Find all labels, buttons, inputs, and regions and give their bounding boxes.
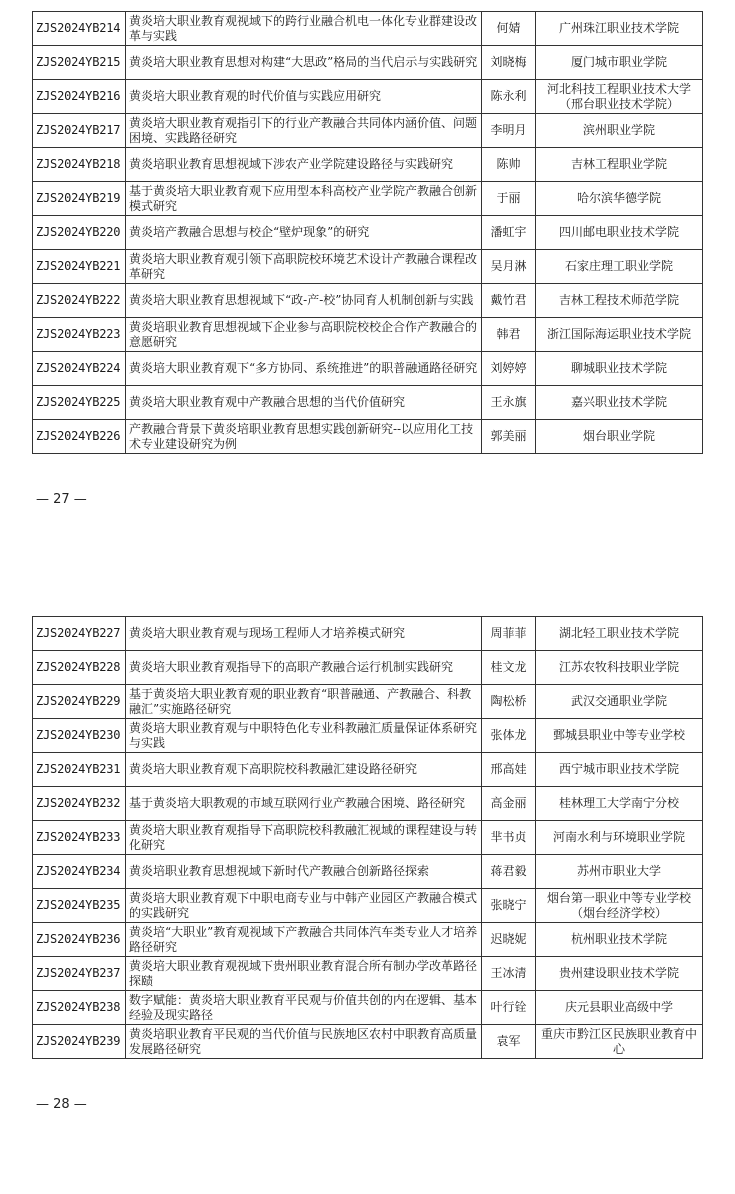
institution-cell: 四川邮电职业技术学院 [536, 216, 703, 250]
table-row [33, 114, 703, 148]
project-title-cell: 黄炎培职业教育平民观的当代价值与民族地区农村中职教育高质量发展路径研究 [126, 1025, 482, 1059]
project-title-cell: 黄炎培大职业教育思想视域下“政-产-校”协同育人机制创新与实践 [126, 284, 482, 318]
project-title-cell: 黄炎培职业教育思想视域下企业参与高职院校校企合作产教融合的意愿研究 [126, 318, 482, 352]
project-id-cell: ZJS2024YB235 [33, 889, 126, 923]
leader-name-cell: 邢高娃 [482, 753, 536, 787]
institution-cell: 浙江国际海运职业技术学院 [536, 318, 703, 352]
leader-name-cell: 何婧 [482, 12, 536, 46]
table-row [33, 420, 703, 454]
table-row [33, 753, 703, 787]
leader-name-cell: 陶松桥 [482, 685, 536, 719]
institution-cell: 烟台职业学院 [536, 420, 703, 454]
leader-name-cell: 陈永利 [482, 80, 536, 114]
institution-cell: 重庆市黔江区民族职业教育中心 [536, 1025, 703, 1059]
institution-cell: 河北科技工程职业技术大学（邢台职业技术学院） [536, 80, 703, 114]
project-title-cell: 黄炎培大职业教育观中产教融合思想的当代价值研究 [126, 386, 482, 420]
table-row [33, 685, 703, 719]
table-row [33, 617, 703, 651]
project-title-cell: 黄炎培大职业教育观与现场工程师人才培养模式研究 [126, 617, 482, 651]
project-id-cell: ZJS2024YB229 [33, 685, 126, 719]
project-table [32, 11, 703, 454]
project-title-cell: 黄炎培大职业教育观视域下的跨行业融合机电一体化专业群建设改革与实践 [126, 12, 482, 46]
table-row [33, 318, 703, 352]
project-id-cell: ZJS2024YB231 [33, 753, 126, 787]
project-id-cell: ZJS2024YB237 [33, 957, 126, 991]
table-row [33, 250, 703, 284]
project-title-cell: 黄炎培产教融合思想与校企“壁炉现象”的研究 [126, 216, 482, 250]
table-row [33, 957, 703, 991]
project-title-cell: 黄炎培大职业教育观引领下高职院校环境艺术设计产教融合课程改革研究 [126, 250, 482, 284]
project-id-cell: ZJS2024YB219 [33, 182, 126, 216]
page-number: — 28 — [36, 1097, 87, 1112]
table-row [33, 923, 703, 957]
table-row [33, 1025, 703, 1059]
project-title-cell: 基于黄炎培大职业教育观下应用型本科高校产业学院产教融合创新模式研究 [126, 182, 482, 216]
project-title-cell: 黄炎培大职业教育观指导下的高职产教融合运行机制实践研究 [126, 651, 482, 685]
table-row [33, 352, 703, 386]
institution-cell: 石家庄理工职业学院 [536, 250, 703, 284]
leader-name-cell: 陈帅 [482, 148, 536, 182]
institution-cell: 贵州建设职业技术学院 [536, 957, 703, 991]
page-number: — 27 — [36, 492, 87, 507]
project-id-cell: ZJS2024YB214 [33, 12, 126, 46]
project-id-cell: ZJS2024YB228 [33, 651, 126, 685]
project-id-cell: ZJS2024YB223 [33, 318, 126, 352]
table-row [33, 182, 703, 216]
project-id-cell: ZJS2024YB233 [33, 821, 126, 855]
project-id-cell: ZJS2024YB232 [33, 787, 126, 821]
table-row [33, 855, 703, 889]
project-id-cell: ZJS2024YB220 [33, 216, 126, 250]
project-id-cell: ZJS2024YB218 [33, 148, 126, 182]
project-title-cell: 黄炎培大职业教育观视域下贵州职业教育混合所有制办学改革路径探赜 [126, 957, 482, 991]
project-title-cell: 产教融合背景下黄炎培职业教育思想实践创新研究--以应用化工技术专业建设研究为例 [126, 420, 482, 454]
leader-name-cell: 桂文龙 [482, 651, 536, 685]
institution-cell: 哈尔滨华德学院 [536, 182, 703, 216]
institution-cell: 河南水利与环境职业学院 [536, 821, 703, 855]
table-row [33, 148, 703, 182]
table-row [33, 889, 703, 923]
project-title-cell: 基于黄炎培大职教观的市域互联网行业产教融合困境、路径研究 [126, 787, 482, 821]
project-title-cell: 黄炎培大职业教育观下高职院校科教融汇建设路径研究 [126, 753, 482, 787]
institution-cell: 西宁城市职业技术学院 [536, 753, 703, 787]
institution-cell: 厦门城市职业学院 [536, 46, 703, 80]
leader-name-cell: 袁军 [482, 1025, 536, 1059]
institution-cell: 杭州职业技术学院 [536, 923, 703, 957]
leader-name-cell: 于丽 [482, 182, 536, 216]
project-id-cell: ZJS2024YB230 [33, 719, 126, 753]
leader-name-cell: 张晓宁 [482, 889, 536, 923]
project-id-cell: ZJS2024YB239 [33, 1025, 126, 1059]
institution-cell: 广州珠江职业技术学院 [536, 12, 703, 46]
project-id-cell: ZJS2024YB227 [33, 617, 126, 651]
leader-name-cell: 吴月淋 [482, 250, 536, 284]
project-title-cell: 黄炎培“大职业”教育观视域下产教融合共同体汽车类专业人才培养路径研究 [126, 923, 482, 957]
project-title-cell: 黄炎培大职业教育观指引下的行业产教融合共同体内涵价值、问题困境、实践路径研究 [126, 114, 482, 148]
project-title-cell: 黄炎培职业教育思想视域下新时代产教融合创新路径探索 [126, 855, 482, 889]
table-row [33, 991, 703, 1025]
leader-name-cell: 张体龙 [482, 719, 536, 753]
institution-cell: 桂林理工大学南宁分校 [536, 787, 703, 821]
project-id-cell: ZJS2024YB216 [33, 80, 126, 114]
institution-cell: 聊城职业技术学院 [536, 352, 703, 386]
leader-name-cell: 芈书贞 [482, 821, 536, 855]
table-row [33, 821, 703, 855]
table-row [33, 719, 703, 753]
project-title-cell: 黄炎培大职业教育思想对构建“大思政”格局的当代启示与实践研究 [126, 46, 482, 80]
institution-cell: 烟台第一职业中等专业学校（烟台经济学校） [536, 889, 703, 923]
leader-name-cell: 郭美丽 [482, 420, 536, 454]
institution-cell: 苏州市职业大学 [536, 855, 703, 889]
institution-cell: 滨州职业学院 [536, 114, 703, 148]
project-title-cell: 黄炎培大职业教育观下“多方协同、系统推进”的职普融通路径研究 [126, 352, 482, 386]
institution-cell: 吉林工程技术师范学院 [536, 284, 703, 318]
institution-cell: 江苏农牧科技职业学院 [536, 651, 703, 685]
table-row [33, 284, 703, 318]
leader-name-cell: 韩君 [482, 318, 536, 352]
institution-cell: 鄄城县职业中等专业学校 [536, 719, 703, 753]
table-row [33, 787, 703, 821]
project-id-cell: ZJS2024YB215 [33, 46, 126, 80]
project-id-cell: ZJS2024YB221 [33, 250, 126, 284]
leader-name-cell: 刘婷婷 [482, 352, 536, 386]
leader-name-cell: 叶行铨 [482, 991, 536, 1025]
leader-name-cell: 李明月 [482, 114, 536, 148]
institution-cell: 庆元县职业高级中学 [536, 991, 703, 1025]
table-row [33, 80, 703, 114]
leader-name-cell: 蒋君毅 [482, 855, 536, 889]
project-title-cell: 黄炎培大职业教育观的时代价值与实践应用研究 [126, 80, 482, 114]
project-title-cell: 黄炎培大职业教育观下中职电商专业与中韩产业园区产教融合模式的实践研究 [126, 889, 482, 923]
leader-name-cell: 戴竹君 [482, 284, 536, 318]
project-title-cell: 黄炎培职业教育思想视域下涉农产业学院建设路径与实践研究 [126, 148, 482, 182]
project-id-cell: ZJS2024YB217 [33, 114, 126, 148]
project-id-cell: ZJS2024YB226 [33, 420, 126, 454]
institution-cell: 吉林工程职业学院 [536, 148, 703, 182]
project-table [32, 616, 703, 1059]
project-id-cell: ZJS2024YB222 [33, 284, 126, 318]
table-row [33, 216, 703, 250]
project-title-cell: 数字赋能：黄炎培大职业教育平民观与价值共创的内在逻辑、基本经验及现实路径 [126, 991, 482, 1025]
project-id-cell: ZJS2024YB238 [33, 991, 126, 1025]
project-title-cell: 黄炎培大职业教育观指导下高职院校科教融汇视域的课程建设与转化研究 [126, 821, 482, 855]
leader-name-cell: 周菲菲 [482, 617, 536, 651]
leader-name-cell: 高金丽 [482, 787, 536, 821]
project-id-cell: ZJS2024YB236 [33, 923, 126, 957]
leader-name-cell: 迟晓妮 [482, 923, 536, 957]
table-row [33, 651, 703, 685]
project-id-cell: ZJS2024YB224 [33, 352, 126, 386]
institution-cell: 湖北轻工职业技术学院 [536, 617, 703, 651]
project-id-cell: ZJS2024YB225 [33, 386, 126, 420]
project-title-cell: 黄炎培大职业教育观与中职特色化专业科教融汇质量保证体系研究与实践 [126, 719, 482, 753]
institution-cell: 武汉交通职业学院 [536, 685, 703, 719]
table-row [33, 386, 703, 420]
leader-name-cell: 王永旗 [482, 386, 536, 420]
leader-name-cell: 王冰清 [482, 957, 536, 991]
leader-name-cell: 刘晓梅 [482, 46, 536, 80]
project-title-cell: 基于黄炎培大职业教育观的职业教育“职普融通、产教融合、科教融汇”实施路径研究 [126, 685, 482, 719]
table-row [33, 46, 703, 80]
table-row [33, 12, 703, 46]
project-id-cell: ZJS2024YB234 [33, 855, 126, 889]
institution-cell: 嘉兴职业技术学院 [536, 386, 703, 420]
leader-name-cell: 潘虹宇 [482, 216, 536, 250]
